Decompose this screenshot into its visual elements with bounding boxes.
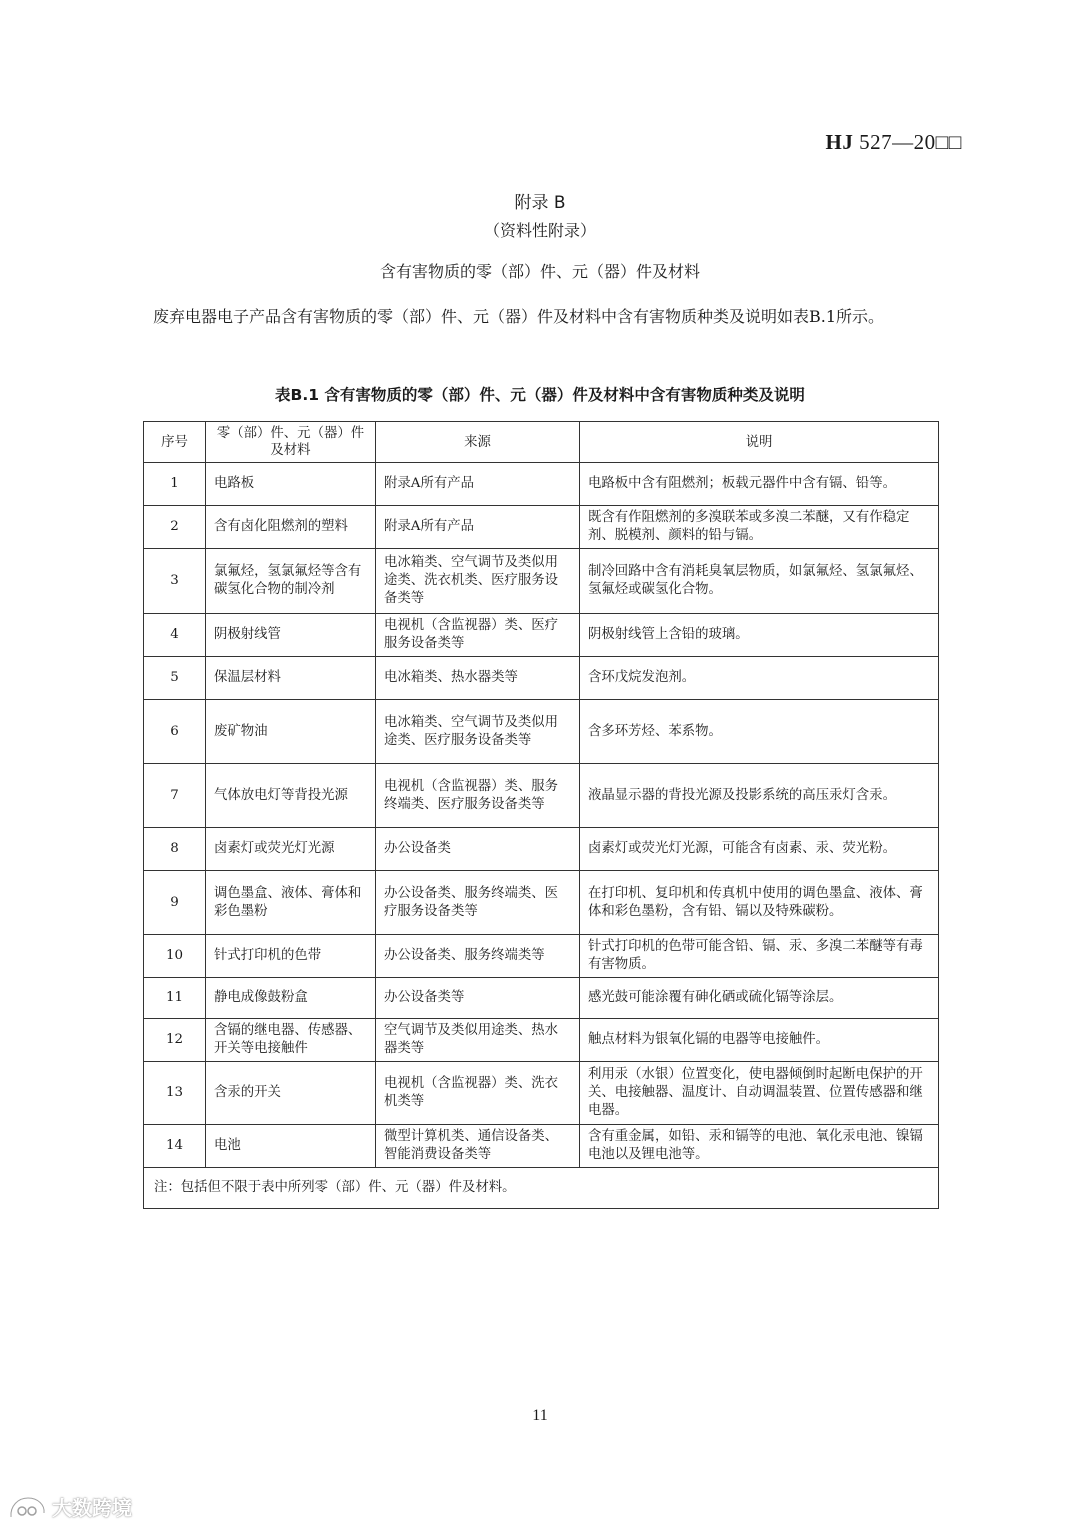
row-source: 附录A所有产品 (376, 463, 580, 506)
table-row (144, 764, 939, 828)
row-no: 8 (144, 828, 206, 871)
watermark-logo-icon (8, 1493, 48, 1521)
standard-code (826, 130, 962, 155)
row-part: 电池 (206, 1125, 376, 1168)
row-source: 微型计算机类、通信设备类、智能消费设备类等 (376, 1125, 580, 1168)
row-desc: 卤素灯或荧光灯光源，可能含有卤素、汞、荧光粉。 (580, 828, 939, 871)
row-no: 4 (144, 614, 206, 657)
table-header-row (144, 422, 939, 463)
row-no: 14 (144, 1125, 206, 1168)
row-no: 3 (144, 549, 206, 614)
appendix-label: 附录 B (514, 193, 566, 213)
row-source: 办公设备类、服务终端类等 (376, 935, 580, 978)
row-part: 调色墨盒、液体、膏体和彩色墨粉 (206, 871, 376, 935)
row-desc: 含多环芳烃、苯系物。 (580, 700, 939, 764)
appendix-title: 含有害物质的零（部）件、元（器）件及材料 (379, 262, 700, 281)
row-source: 电视机（含监视器）类、服务终端类、医疗服务设备类等 (376, 764, 580, 828)
row-part: 气体放电灯等背投光源 (206, 764, 376, 828)
row-desc: 液晶显示器的背投光源及投影系统的高压汞灯含汞。 (580, 764, 939, 828)
row-part: 卤素灯或荧光灯光源 (206, 828, 376, 871)
row-source: 办公设备类 (376, 828, 580, 871)
row-desc: 电路板中含有阻燃剂；板载元器件中含有镉、铅等。 (580, 463, 939, 506)
row-source: 电视机（含监视器）类、医疗服务设备类等 (376, 614, 580, 657)
row-no: 7 (144, 764, 206, 828)
row-source: 附录A所有产品 (376, 506, 580, 549)
row-no: 12 (144, 1019, 206, 1062)
row-source: 办公设备类、服务终端类、医疗服务设备类等 (376, 871, 580, 935)
row-no: 11 (144, 978, 206, 1019)
row-part: 阴极射线管 (206, 614, 376, 657)
row-part: 含有卤化阻燃剂的塑料 (206, 506, 376, 549)
col-header-part: 零（部）件、元（器）件及材料 (206, 422, 376, 463)
row-desc: 触点材料为银氧化镉的电器等电接触件。 (580, 1019, 939, 1062)
table-row (144, 1125, 939, 1168)
col-header-no: 序号 (144, 422, 206, 463)
row-no: 10 (144, 935, 206, 978)
row-no: 2 (144, 506, 206, 549)
row-no: 1 (144, 463, 206, 506)
table-row (144, 463, 939, 506)
row-part: 氯氟烃，氢氯氟烃等含有碳氢化合物的制冷剂 (206, 549, 376, 614)
row-desc: 感光鼓可能涂覆有砷化硒或硫化镉等涂层。 (580, 978, 939, 1019)
standard-code-prefix: HJ (825, 130, 854, 154)
table-row (144, 978, 939, 1019)
page-number: 11 (532, 1407, 548, 1424)
row-desc: 在打印机、复印机和传真机中使用的调色墨盒、液体、膏体和彩色墨粉，含有铅、镉以及特殊碳粉。 (580, 871, 939, 935)
row-part: 保温层材料 (206, 657, 376, 700)
row-part: 含镉的继电器、传感器、开关等电接触件 (206, 1019, 376, 1062)
watermark (8, 1492, 132, 1521)
row-desc: 制冷回路中含有消耗臭氧层物质，如氯氟烃、氢氯氟烃、氢氟烃或碳氢化合物。 (580, 549, 939, 614)
table-row (144, 506, 939, 549)
table-row (144, 700, 939, 764)
row-part: 含汞的开关 (206, 1062, 376, 1125)
row-no: 9 (144, 871, 206, 935)
table-row (144, 1019, 939, 1062)
table-note: 注：包括但不限于表中所列零（部）件、元（器）件及材料。 (144, 1168, 939, 1209)
table-note-row (144, 1168, 939, 1209)
hazardous-parts-table (143, 421, 939, 1209)
col-header-desc: 说明 (580, 422, 939, 463)
row-part: 静电成像鼓粉盒 (206, 978, 376, 1019)
table-row (144, 614, 939, 657)
col-header-source: 来源 (376, 422, 580, 463)
watermark-text: 大数跨境 (52, 1496, 132, 1520)
table-row (144, 828, 939, 871)
intro-paragraph: 废弃电器电子产品含有害物质的零（部）件、元（器）件及材料中含有害物质种类及说明如表B.1所示。 (153, 307, 885, 326)
row-source: 空气调节及类似用途类、热水器类等 (376, 1019, 580, 1062)
row-desc: 针式打印机的色带可能含铅、镉、汞、多溴二苯醚等有毒有害物质。 (580, 935, 939, 978)
row-desc: 阴极射线管上含铅的玻璃。 (580, 614, 939, 657)
row-part: 针式打印机的色带 (206, 935, 376, 978)
table-row (144, 935, 939, 978)
row-desc: 利用汞（水银）位置变化，使电器倾倒时起断电保护的开关、电接触器、温度计、自动调温装置、位置传感器和继电器。 (580, 1062, 939, 1125)
row-desc: 既含有作阻燃剂的多溴联苯或多溴二苯醚，又有作稳定剂、脱模剂、颜料的铅与镉。 (580, 506, 939, 549)
row-desc: 含有重金属，如铅、汞和镉等的电池、氧化汞电池、镍镉电池以及锂电池等。 (580, 1125, 939, 1168)
table-row (144, 1062, 939, 1125)
row-no: 6 (144, 700, 206, 764)
row-source: 电冰箱类、空气调节及类似用途类、医疗服务设备类等 (376, 700, 580, 764)
table-row (144, 871, 939, 935)
row-source: 电冰箱类、空气调节及类似用途类、洗衣机类、医疗服务设备类等 (376, 549, 580, 614)
table-row (144, 549, 939, 614)
appendix-type: （资料性附录） (483, 221, 596, 240)
row-part: 废矿物油 (206, 700, 376, 764)
row-source: 电视机（含监视器）类、洗衣机类等 (376, 1062, 580, 1125)
table-caption: 表B.1 含有害物质的零（部）件、元（器）件及材料中含有害物质种类及说明 (275, 386, 805, 404)
row-no: 5 (144, 657, 206, 700)
standard-code-number: 527—20□□ (853, 130, 962, 154)
row-desc: 含环戊烷发泡剂。 (580, 657, 939, 700)
row-part: 电路板 (206, 463, 376, 506)
row-source: 电冰箱类、热水器类等 (376, 657, 580, 700)
row-no: 13 (144, 1062, 206, 1125)
table-row (144, 657, 939, 700)
row-source: 办公设备类等 (376, 978, 580, 1019)
